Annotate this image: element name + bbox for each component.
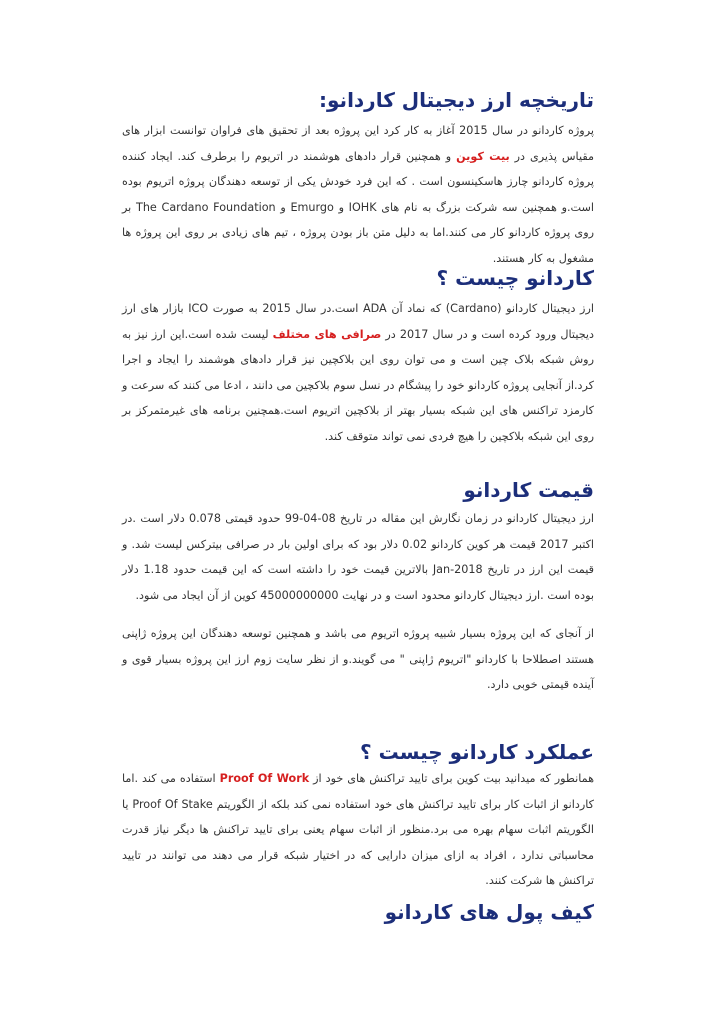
- section-heading-price: قیمت کاردانو: [463, 478, 594, 502]
- section-heading-what-is: کاردانو چیست ؟: [436, 266, 594, 290]
- text-run: ارز دیجیتال کاردانو در زمان نگارش این مقاله در تاریخ 08-04-99 حدود قیمتی 0.078 دلار است .در اکتبر 2017 قیمت هر کوین کاردانو 0.02 دلار بود که برای اولین بار در صرافی بیترکس لیست شد. و قیمت این ارز در تاریخ Jan-2018 بالاترین قیمت خود را داشته است که این قیمت حدود 1.18 دلار بوده است .ارز دیجیتال کاردانو محدود است و در نهایت 45000000000 کوین از آن ایجاد می شود.: [122, 512, 595, 602]
- text-run: لیست شده است.این ارز نیز به روش شبکه بلاک چین است و می توان روی این بلاکچین نیز قرار دادهای هوشمند را ایجاد و اجرا کرد.از آنجایی پروژه کاردانو خود را پیشگام در نسل سوم بلاکچین می دانند ، ادعا می کنند که سرعت و کارمزد تراکنس های این شبکه بسیار بهتر از بلاکچین اتریوم است.همچنین برنامه های غیرمتمرکز بر روی این شبکه بلاکچین را هیچ فردی نمی تواند متوقف کند.: [122, 327, 594, 443]
- link-proof-of-work[interactable]: Proof Of Work: [219, 772, 310, 785]
- section-heading-wallets: کیف پول های کاردانو: [384, 900, 594, 924]
- paragraph-history: [122, 118, 594, 272]
- text-run: استفاده می کند .اما کاردانو از اثبات کار برای تایید تراکنش های خود استفاده نمی کند بلکه از الگوریتم Proof Of Stake یا الگوریتم اثبات سهام بهره می برد.منظور از اثبات سهام یعنی برای تایید تراکنش ها دیگر نیاز قدرت محاسباتی ندارد ، افراد به ازای میزان دارایی که در اختیار شبکه قرار می دهند می توانند در تایید تراکنش ها شرکت کنند.: [122, 772, 594, 888]
- text-run: و همچنین قرار دادهای هوشمند در اتریوم را برطرف کند. ایجاد کننده پروژه کاردانو چارز هاسکینسون است . که این فرد خودش یکی از توسعه دهندگان پروژه اتریوم بوده است.و همچنین سه شرکت بزرگ به نام های IOHK و Emurgo و The Cardano Foundation بر روی پروژه کاردانو کار می کنند.اما به دلیل متن باز بودن پروژه ، تیم های زیادی بر روی این پروژه ها مشغول به کار هستند.: [122, 149, 595, 265]
- paragraph-performance: [122, 766, 594, 894]
- paragraph-what-is: [122, 296, 594, 450]
- section-heading-performance: عملکرد کاردانو چیست ؟: [360, 740, 594, 764]
- text-run: همانطور که میدانید بیت کوین برای تایید تراکنش های خود از: [309, 772, 595, 785]
- link-exchanges[interactable]: صرافی های مختلف: [272, 327, 382, 341]
- text-run: ارز دیجیتال کاردانو (Cardano) که نماد آن ADA است.در سال 2015 به صورت ICO بازار های ارز دیجیتال ورود کرده است و در سال 2017 در: [122, 302, 595, 341]
- paragraph-price-japanese: [122, 621, 594, 698]
- section-heading-history: تاریخچه ارز دیجیتال کاردانو:: [319, 88, 594, 112]
- text-run: پروژه کاردانو در سال 2015 آغاز به کار کرد این پروژه بعد از تحقیق های فراوان توانست ابزار های مقیاس پذیری در: [122, 124, 594, 163]
- text-run: از آنجای که این پروژه بسیار شبیه پروژه اتریوم می باشد و همچنین توسعه دهندگان این پروژه ژاپنی هستند اصطلاحا با کاردانو "اتریوم ژاپنی " می گویند.و از نظر سایت زوم ارز این پروژه بسیار قوی و آینده قیمتی خوبی دارد.: [122, 627, 594, 692]
- link-bitcoin[interactable]: بیت کوین: [456, 149, 510, 163]
- paragraph-price: [122, 506, 594, 608]
